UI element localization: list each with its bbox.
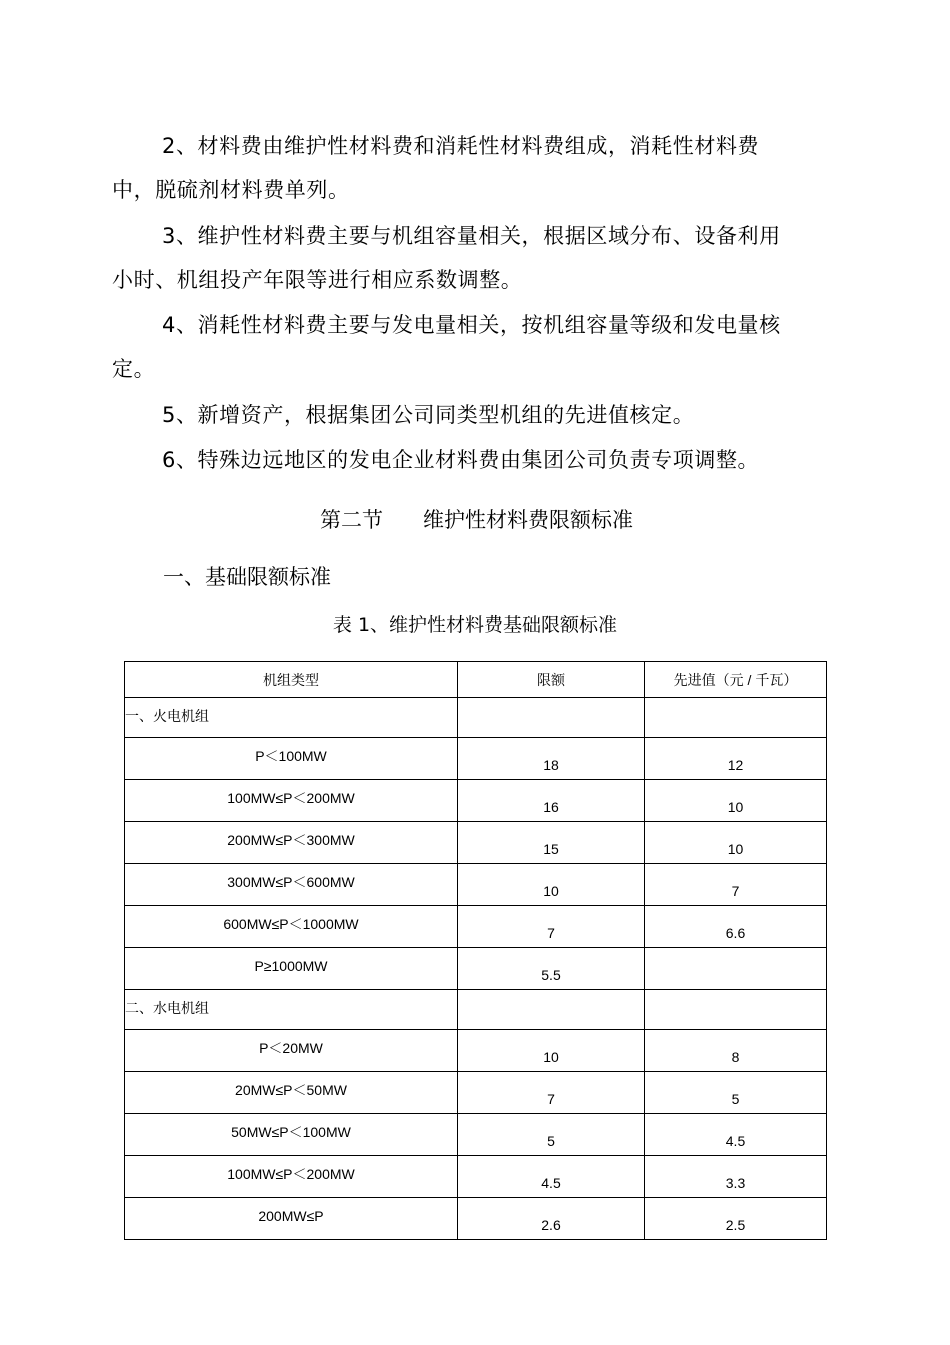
unit-type-cell: P＜20MW [125,1030,458,1072]
group-row-hydro [125,990,827,1030]
unit-type-cell: 200MW≤P＜300MW [125,822,458,864]
advanced-cell: 10 [645,780,827,822]
table-caption: 表 1、维护性材料费基础限额标准 [332,614,618,636]
table-row [125,1030,827,1072]
group-row-thermal [125,698,827,738]
paragraph-4: 4、消耗性材料费主要与发电量相关，按机组容量等级和发电量核定。 [112,313,781,381]
advanced-cell: 8 [645,1030,827,1072]
advanced-cell: 5 [645,1072,827,1114]
advanced-cell: 10 [645,822,827,864]
section-title: 第二节 维护性材料费限额标准 [320,508,634,532]
unit-type-cell: 300MW≤P＜600MW [125,864,458,906]
unit-type-cell: 50MW≤P＜100MW [125,1114,458,1156]
unit-type-cell: 200MW≤P [125,1198,458,1240]
table-row [125,822,827,864]
table-row [125,1198,827,1240]
header-unit-type: 机组类型 [125,662,458,698]
subsection-title: 一、基础限额标准 [163,565,331,589]
limit-cell: 7 [458,1072,645,1114]
empty-cell [458,990,645,1030]
paragraph-2: 2、材料费由维护性材料费和消耗性材料费组成，消耗性材料费中，脱硫剂材料费单列。 [112,134,760,202]
limit-cell: 2.6 [458,1198,645,1240]
paragraph-5: 5、新增资产，根据集团公司同类型机组的先进值核定。 [162,403,695,427]
table-row [125,948,827,990]
table-row [125,1072,827,1114]
table-row [125,780,827,822]
unit-type-cell: P＜100MW [125,738,458,780]
table-row [125,738,827,780]
limit-cell: 4.5 [458,1156,645,1198]
table-row [125,864,827,906]
table-row [125,1114,827,1156]
unit-type-cell: 100MW≤P＜200MW [125,1156,458,1198]
advanced-cell: 4.5 [645,1114,827,1156]
header-advanced-value: 先进值（元 / 千瓦） [645,662,827,698]
table-row [125,906,827,948]
limit-cell: 5.5 [458,948,645,990]
empty-cell [645,990,827,1030]
paragraph-6: 6、特殊边远地区的发电企业材料费由集团公司负责专项调整。 [162,448,760,472]
table-header-row [125,662,827,698]
table-row [125,1156,827,1198]
limit-cell: 18 [458,738,645,780]
limit-cell: 5 [458,1114,645,1156]
limits-table [124,661,827,1240]
empty-cell [645,698,827,738]
limit-cell: 10 [458,1030,645,1072]
group-label: 一、火电机组 [125,698,458,738]
limit-cell: 10 [458,864,645,906]
header-limit: 限额 [458,662,645,698]
advanced-cell: 12 [645,738,827,780]
limit-cell: 16 [458,780,645,822]
limit-cell: 15 [458,822,645,864]
unit-type-cell: 100MW≤P＜200MW [125,780,458,822]
advanced-cell: 6.6 [645,906,827,948]
empty-cell [458,698,645,738]
advanced-cell: 2.5 [645,1198,827,1240]
paragraph-3: 3、维护性材料费主要与机组容量相关，根据区域分布、设备利用小时、机组投产年限等进行相应系数调整。 [112,224,781,292]
advanced-cell: 7 [645,864,827,906]
limit-cell: 7 [458,906,645,948]
unit-type-cell: P≥1000MW [125,948,458,990]
group-label: 二、水电机组 [125,990,458,1030]
advanced-cell [645,948,827,990]
unit-type-cell: 20MW≤P＜50MW [125,1072,458,1114]
unit-type-cell: 600MW≤P＜1000MW [125,906,458,948]
advanced-cell: 3.3 [645,1156,827,1198]
